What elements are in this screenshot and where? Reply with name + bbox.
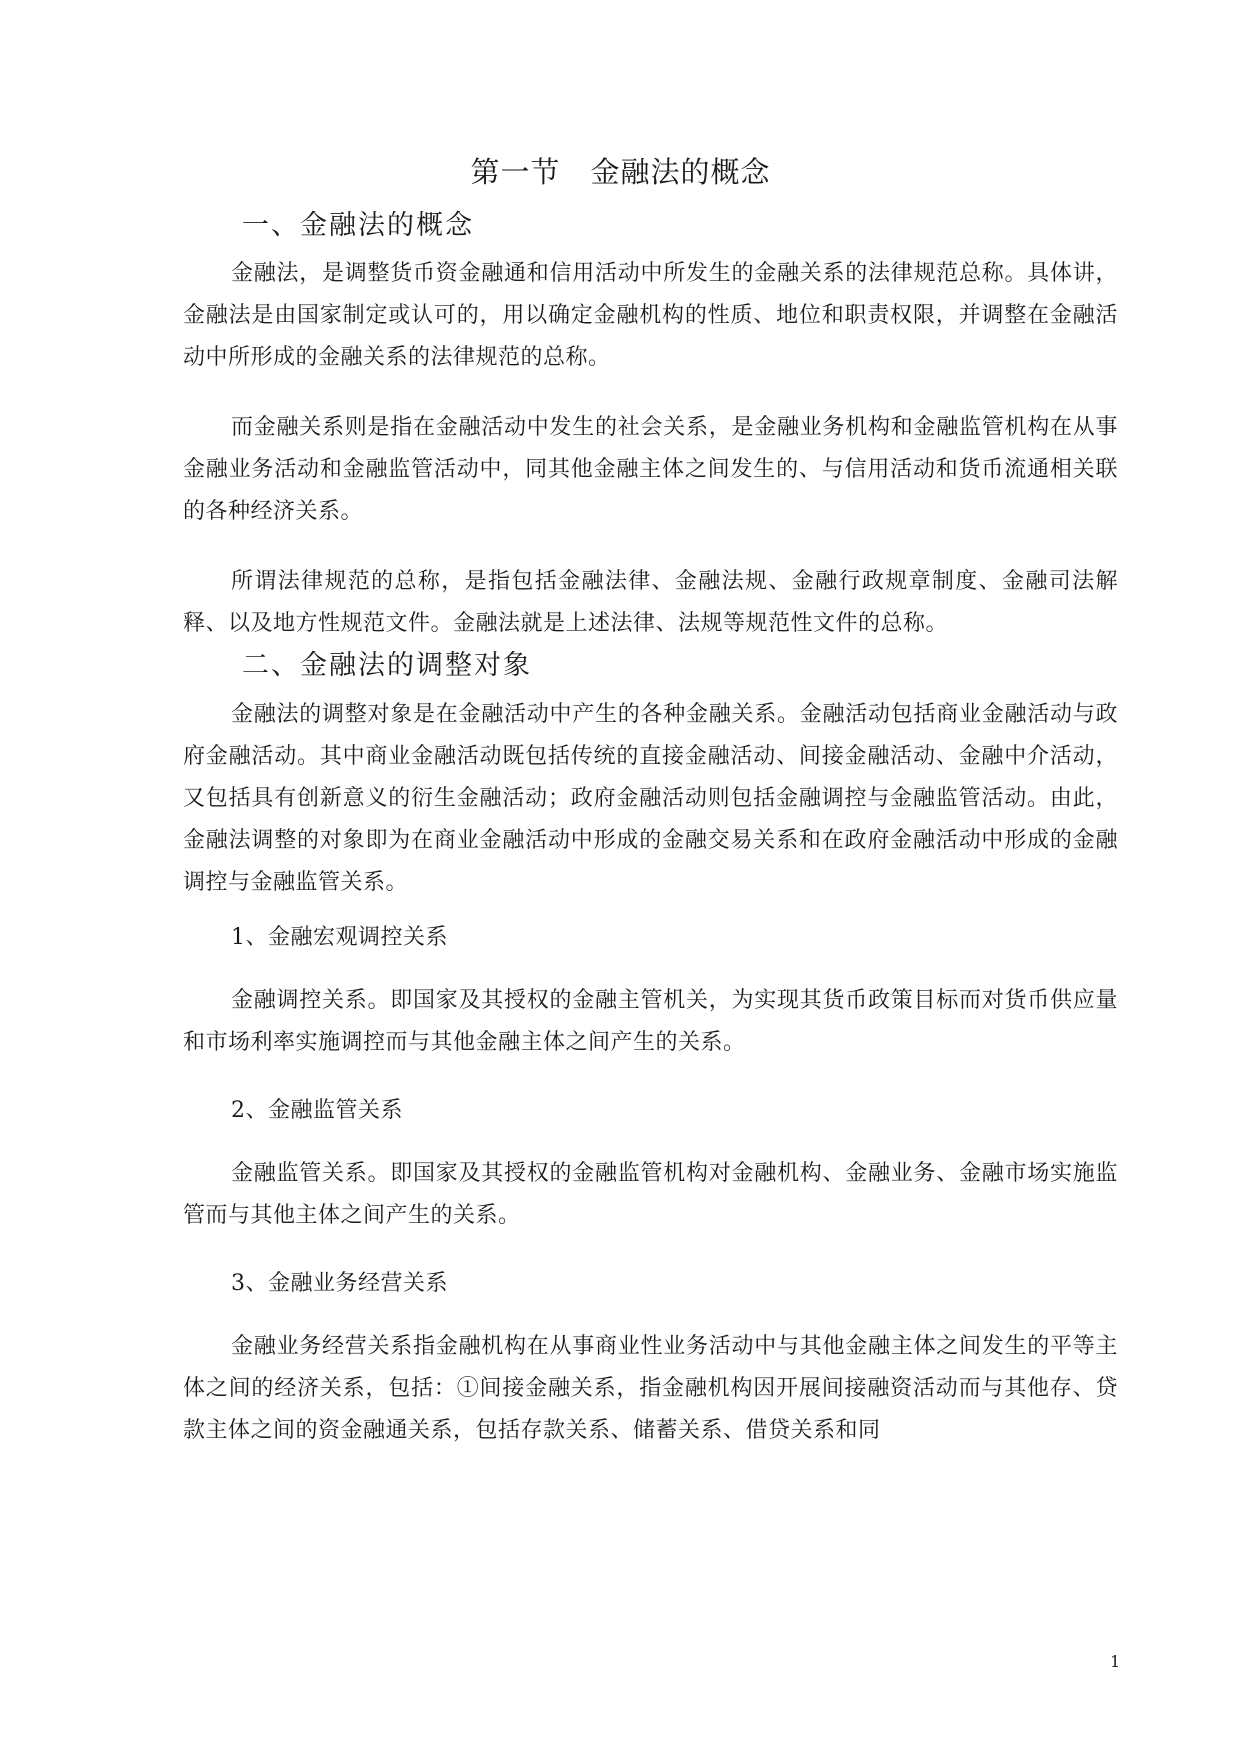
section-heading-concept: 一、金融法的概念 <box>242 210 474 241</box>
paragraph-business-operation: 金融业务经营关系指金融机构在从事商业性业务活动中与其他金融主体之间发生的平等主体之间的经济关系，包括：①间接金融关系，指金融机构因开展间接融资活动而与其他存、贷款主体之间的资金融通关系，包括存款关系、储蓄关系、借贷关系和同 <box>183 1334 1118 1443</box>
paragraph-adjustment-objects: 金融法的调整对象是在金融活动中产生的各种金融关系。金融活动包括商业金融活动与政府金融活动。其中商业金融活动既包括传统的直接金融活动、间接金融活动、金融中介活动，又包括具有创新意义的衍生金融活动；政府金融活动则包括金融调控与金融监管活动。由此，金融法调整的对象即为在商业金融活动中形成的金融交易关系和在政府金融活动中形成的金融调控与金融监管关系。 <box>183 702 1118 895</box>
paragraph-supervision: 金融监管关系。即国家及其授权的金融监管机构对金融机构、金融业务、金融市场实施监管而与其他主体之间产生的关系。 <box>183 1161 1118 1228</box>
section-heading-adjustment-objects: 二、金融法的调整对象 <box>242 650 532 681</box>
subsection-heading-macro-control: 1、金融宏观调控关系 <box>231 925 448 950</box>
subsection-heading-business-operation: 3、金融业务经营关系 <box>231 1271 448 1296</box>
subsection-heading-supervision: 2、金融监管关系 <box>231 1098 403 1123</box>
page-title: 第一节 金融法的概念 <box>470 155 771 189</box>
paragraph-legal-norms: 所谓法律规范的总称，是指包括金融法律、金融法规、金融行政规章制度、金融司法解释、以及地方性规范文件。金融法就是上述法律、法规等规范性文件的总称。 <box>183 569 1118 636</box>
paragraph-definition: 金融法，是调整货币资金融通和信用活动中所发生的金融关系的法律规范总称。具体讲，金融法是由国家制定或认可的，用以确定金融机构的性质、地位和职责权限，并调整在金融活动中所形成的金融关系的法律规范的总称。 <box>183 261 1118 370</box>
paragraph-macro-control: 金融调控关系。即国家及其授权的金融主管机关，为实现其货币政策目标而对货币供应量和市场利率实施调控而与其他金融主体之间产生的关系。 <box>183 988 1118 1055</box>
page-number: 1 <box>1110 1652 1121 1671</box>
paragraph-financial-relations: 而金融关系则是指在金融活动中发生的社会关系，是金融业务机构和金融监管机构在从事金融业务活动和金融监管活动中，同其他金融主体之间发生的、与信用活动和货币流通相关联的各种经济关系。 <box>183 415 1118 524</box>
